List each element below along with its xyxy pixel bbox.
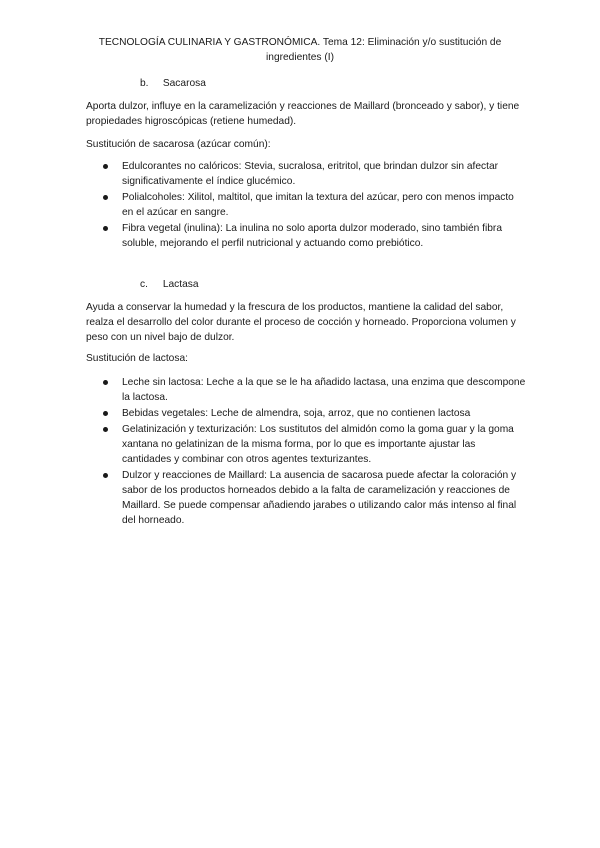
list-item [86,159,526,189]
section-letter: c. [140,279,148,290]
bullet-icon [103,164,108,169]
bullet-icon [103,427,108,432]
lactasa-intro: Ayuda a conservar la humedad y la frescura de los productos, mantiene la calidad del sabor, realza el desarrollo del color durante el proceso de cocción y horneado. Proporciona volumen y peso con un nivel bajo de dulzor. [86,302,516,343]
list-item [86,190,526,220]
list-item [86,375,526,405]
list-item-text: Gelatinización y texturización: Los sustitutos del almidón como la goma guar y la goma xantana no gelatinizan de la misma forma, por lo que es importante ajustar las cantidades y combinar con otros agentes texturizantes. [122,424,514,465]
sacarosa-list [86,159,526,252]
section-title: Lactasa [162,279,199,290]
list-item-text: Polialcoholes: Xilitol, maltitol, que imitan la textura del azúcar, pero con menos impacto en el azúcar en sangre. [122,192,514,218]
list-item [86,422,526,467]
bullet-icon [103,411,108,416]
lactasa-subtitle: Sustitución de lactosa: [86,353,188,364]
bullet-icon [103,195,108,200]
bullet-icon [103,226,108,231]
lactasa-list [86,375,526,529]
list-item-text: Dulzor y reacciones de Maillard: La ausencia de sacarosa puede afectar la coloración y sabor de los productos horneados debido a la falta de caramelización y reacciones de Maillard. Se puede compensar añadiendo jarabes o utilizando calor más intenso al final del horneado. [122,470,517,526]
section-title: Sacarosa [162,78,206,89]
list-item-text: Fibra vegetal (inulina): La inulina no solo aporta dulzor moderado, sino también fibra soluble, mejorando el perfil nutricional y actuando como prebiótico. [122,223,502,249]
sacarosa-subtitle: Sustitución de sacarosa (azúcar común): [86,139,271,150]
list-item [86,406,526,421]
list-item-text: Leche sin lactosa: Leche a la que se le ha añadido lactasa, una enzima que descompone la lactosa. [122,377,526,403]
bullet-icon [103,380,108,385]
list-item [86,468,526,528]
bullet-icon [103,473,108,478]
page-header: TECNOLOGÍA CULINARIA Y GASTRONÓMICA. Tema 12: Eliminación y/o sustitución de ingredientes (I) [98,37,502,63]
list-item-text: Bebidas vegetales: Leche de almendra, soja, arroz, que no contienen lactosa [122,408,471,419]
sacarosa-intro: Aporta dulzor, influye en la caramelización y reacciones de Maillard (bronceado y sabor), y tiene propiedades higroscópicas (retiene humedad). [86,101,520,127]
section-heading-lactasa [140,277,199,292]
list-item [86,221,526,251]
section-letter: b. [140,78,149,89]
section-heading-sacarosa [140,76,206,91]
list-item-text: Edulcorantes no calóricos: Stevia, sucralosa, eritritol, que brindan dulzor sin afectar significativamente el índice glucémico. [122,161,498,187]
